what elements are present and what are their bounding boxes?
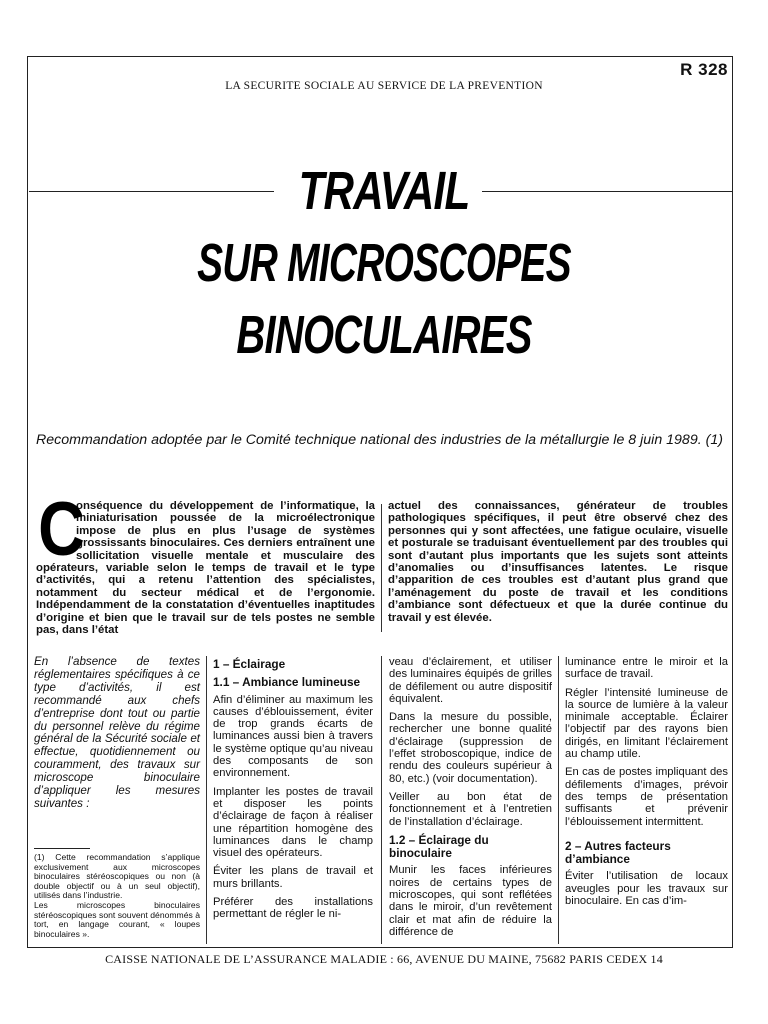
- column-4: [565, 656, 728, 946]
- paragraph: Munir les faces inférieures noires de certains types de microscopes, qui sont reflétées dans le miroir, d’un revêtement clair et mat afin de réduire la différence de: [389, 864, 552, 938]
- bottom-banner: CAISSE NATIONALE DE L’ASSURANCE MALADIE : 66, AVENUE DU MAINE, 75682 PARIS CEDEX 14: [105, 952, 663, 966]
- title-line-3: BINOCULAIRES: [236, 305, 532, 365]
- footnote-1: (1) Cette recommandation s’applique exclusivement aux microscopes binoculaires stéréoscopiques ou non (à double objectif ou à un seul objectif), utilisés dans l’industrie.: [34, 852, 200, 901]
- column-divider-1: [206, 656, 207, 944]
- column-1-text: En l’absence de textes réglementaires spécifiques à ce type d’activités, il est recommandé aux chefs d’entreprise dont tout ou partie du personnel relève du régime général de la Sécurité sociale et effectue, quotidiennement ou couramment, des travaux sur microscope binoculaire d’appliquer les mesures suivantes :: [34, 655, 200, 810]
- column-divider-3: [558, 656, 559, 944]
- paragraph: Veiller au bon état de fonctionnement et à l’entretien de l’installation d’éclairage.: [389, 790, 552, 828]
- paragraph: Éviter les plans de travail et murs brillants.: [213, 865, 373, 890]
- drop-cap: C: [38, 487, 85, 572]
- title-line-1: TRAVAIL: [298, 161, 470, 221]
- reference-number: R 328: [680, 60, 728, 79]
- paragraph: veau d’éclairement, et utiliser des luminaires équipés de grilles de défilement ou autre dispositif équivalent.: [389, 656, 552, 705]
- footnote-rule: [34, 848, 90, 849]
- paragraph: Éviter l’utilisation de locaux aveugles pour les travaux sur binoculaire. En cas d’im-: [565, 870, 728, 908]
- heading-eclairage: 1 – Éclairage: [213, 657, 286, 671]
- heading-ambiance-lumineuse: 1.1 – Ambiance lumineuse: [213, 674, 361, 689]
- intro-block: [36, 487, 728, 640]
- paragraph: Régler l’intensité lumineuse de la source de lumière à la valeur minimale acceptable. Éclairer l’objectif par des rayons bien dirigés, en limitant l’éclairement au champ utile.: [565, 686, 728, 761]
- top-banner: LA SECURITE SOCIALE AU SERVICE DE LA PREVENTION: [225, 80, 543, 92]
- paragraph: luminance entre le miroir et la surface de travail.: [565, 656, 728, 681]
- intro-left-text: onséquence du développement de l’informatique, la miniaturisation poussée de la microélectronique impose de plus en plus l’usage de systèmes grossissants binoculaires. Ces derniers entraînent une sollicitation visuelle mentale et musculaire des opérateurs, variable selon le temps de travail et le type d’activités, qui a retenu l’attention des spécialistes, notamment du secteur médical et de l’ergonomie. Indépendamment de la constatation d’éventuelles inaptitudes d’origine et bien que le travail sur de tels postes ne semble pas, dans l’état: [36, 500, 375, 637]
- paragraph: Afin d’éliminer au maximum les causes d’éblouissement, éviter de trop grands écarts de luminances aussi bien à travers le système optique qu’au niveau des composants de son environnement.: [213, 693, 373, 780]
- paragraph: En cas de postes impliquant des défilements d’images, prévoir des temps de présentation suffisants et prévenir l’éblouissement intermittent.: [565, 766, 728, 828]
- intro-left-column: [36, 487, 375, 637]
- column-3: [389, 656, 552, 946]
- footnote: [34, 848, 200, 939]
- paragraph: Préférer des installations permettant de régler le ni-: [213, 896, 373, 921]
- heading-autres-facteurs: 2 – Autres facteurs d’ambiance: [565, 838, 671, 866]
- intro-right-column: actuel des connaissances, générateur de troubles pathologiques spécifiques, il peut être observé chez des personnes qui y sont affectées, une fatigue oculaire, visuelle et posturale se traduisant éventuellement par des troubles qui sont d’autant plus importants que les sujets sont atteints d’anomalies ou d’insuffisances latentes. Le risque d’apparition de ces troubles est d’autant plus grand que l’aménagement du poste de travail et les conditions d’ambiance sont défectueux et que la durée continue du travail y est élevée.: [388, 500, 728, 624]
- title-line-2: SUR MICROSCOPES: [197, 233, 571, 293]
- heading-eclairage-binoculaire: 1.2 – Éclairage du binoculaire: [389, 832, 489, 860]
- intro-divider: [381, 504, 382, 632]
- footnote-2: Les microscopes binoculaires stéréoscopiques sont souvent dénommés à tort, en langage courant, « loupes binoculaires ».: [34, 899, 200, 939]
- paragraph: Implanter les postes de travail et disposer les points d’éclairage de façon à réaliser une répartition homogène des luminances dans le champ visuel des opérateurs.: [213, 785, 373, 860]
- column-divider-2: [381, 656, 382, 944]
- subtitle: Recommandation adoptée par le Comité technique national des industries de la métallurgie le 8 juin 1989. (1): [36, 432, 723, 448]
- column-2: [213, 656, 373, 946]
- paragraph: Dans la mesure du possible, rechercher une bonne qualité d’éclairage (suppression de l’effet stroboscopique, indice de rendu des couleurs supérieur à 80, etc.) (voir documentation).: [389, 711, 552, 785]
